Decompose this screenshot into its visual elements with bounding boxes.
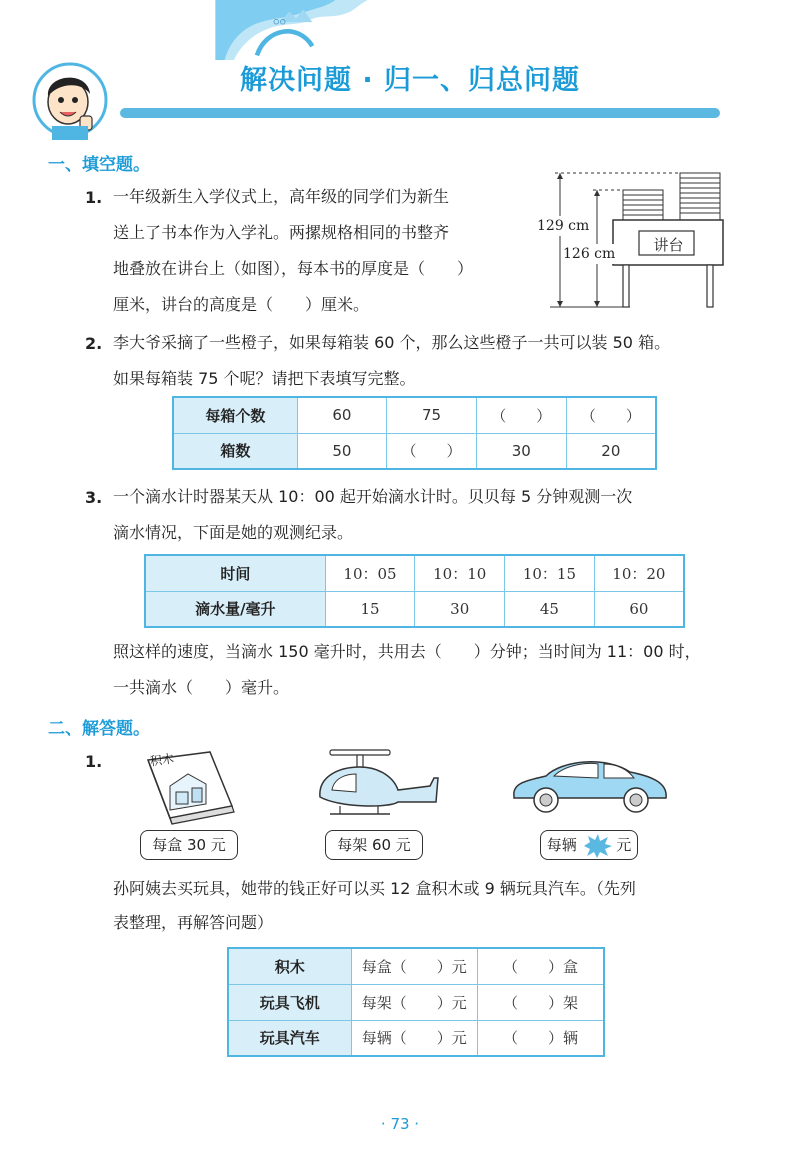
q2-number: 2. (85, 334, 103, 353)
table-cell: 时间 (145, 555, 325, 591)
header-band (120, 108, 720, 118)
q2-line-1: 李大爷采摘了一些橙子，如果每箱装 60 个，那么这些橙子一共可以装 50 箱。 (113, 333, 671, 352)
table-cell: 每架（ ）元 (351, 984, 477, 1020)
q3-after-2: 一共滴水（ ）毫升。 (113, 678, 290, 697)
toy-car-icon (510, 752, 670, 822)
price-tag-helicopter: 每架 60 元 (325, 830, 423, 860)
table-row (228, 1020, 604, 1056)
podium-figure (535, 165, 725, 315)
table-row (228, 948, 604, 984)
table-row (145, 591, 684, 627)
table-row (228, 984, 604, 1020)
table-cell: 60 (594, 591, 684, 627)
q1-number: 1. (85, 188, 103, 207)
price-tag-car-prefix: 每辆 (546, 836, 577, 854)
table-cell: 10：05 (325, 555, 415, 591)
table-cell: 45 (505, 591, 595, 627)
s2-q1-line-2: 表整理，再解答问题） (113, 913, 274, 932)
ink-splat-icon (582, 834, 612, 858)
table-row (173, 433, 656, 469)
table-row (145, 555, 684, 591)
table-cell: 15 (325, 591, 415, 627)
table-cell: 10：15 (505, 555, 595, 591)
q1-line-4: 厘米，讲台的高度是（ ）厘米。 (113, 295, 370, 314)
table-cell: 滴水量/毫升 (145, 591, 325, 627)
page-number: · 73 · (380, 1115, 420, 1133)
s2-q1-number: 1. (85, 752, 103, 771)
q2-line-2: 如果每箱装 75 个呢？请把下表填写完整。 (113, 369, 416, 388)
q1-line-2: 送上了书本作为入学礼。两摞规格相同的书整齐 (113, 223, 450, 242)
q1-line-3: 地叠放在讲台上（如图），每本书的厚度是（ ） (113, 259, 474, 278)
q3-line-1: 一个滴水计时器某天从 10：00 起开始滴水计时。贝贝每 5 分钟观测一次 (113, 487, 633, 506)
table-cell: 每辆（ ）元 (351, 1020, 477, 1056)
header-decoration (0, 0, 800, 60)
table-cell: 每盒（ ）元 (351, 948, 477, 984)
table-cell: 箱数 (173, 433, 297, 469)
podium-label: 讲台 (653, 236, 684, 254)
table-cell: 60 (297, 397, 386, 433)
table-cell: 积木 (228, 948, 351, 984)
table-cell: 20 (566, 433, 656, 469)
helicopter-icon (310, 742, 440, 822)
label-129cm: 129 cm (537, 218, 590, 234)
boy-avatar-icon (30, 60, 110, 140)
table-cell: 75 (387, 397, 477, 433)
table-row (173, 397, 656, 433)
price-tag-car-suffix: 元 (616, 836, 632, 854)
q1-line-1: 一年级新生入学仪式上，高年级的同学们为新生 (113, 187, 450, 206)
q3-line-2: 滴水情况，下面是她的观测纪录。 (113, 523, 354, 542)
table-cell: （ ）盒 (478, 948, 604, 984)
table-cell: 玩具汽车 (228, 1020, 351, 1056)
q3-after-1: 照这样的速度，当滴水 150 毫升时，共用去（ ）分钟；当时间为 11：00 时， (113, 642, 701, 661)
table-cell: 10：20 (594, 555, 684, 591)
section2-title: 二、解答题。 (48, 719, 150, 739)
table-cell: 30 (415, 591, 505, 627)
table-cell: 30 (476, 433, 566, 469)
section1-title: 一、填空题。 (48, 155, 150, 175)
price-tag-blocks: 每盒 30 元 (140, 830, 238, 860)
price-tag-car (540, 830, 638, 860)
q3-table (144, 554, 685, 628)
table-cell: （ ） (566, 397, 656, 433)
s2-q1-table (227, 947, 605, 1057)
table-cell: （ ）辆 (478, 1020, 604, 1056)
table-cell: 10：10 (415, 555, 505, 591)
table-cell: （ ）架 (478, 984, 604, 1020)
q3-number: 3. (85, 488, 103, 507)
label-126cm: 126 cm (563, 246, 616, 262)
table-cell: （ ） (476, 397, 566, 433)
table-cell: 玩具飞机 (228, 984, 351, 1020)
table-cell: 50 (297, 433, 386, 469)
page-title: 解决问题 · 归一、归总问题 (239, 65, 581, 96)
s2-q1-line-1: 孙阿姨去买玩具，她带的钱正好可以买 12 盒积木或 9 辆玩具汽车。（先列 (113, 879, 636, 898)
table-cell: 每箱个数 (173, 397, 297, 433)
blocks-box-label: 积木 (149, 751, 175, 769)
q2-table (172, 396, 657, 470)
table-cell: （ ） (387, 433, 477, 469)
